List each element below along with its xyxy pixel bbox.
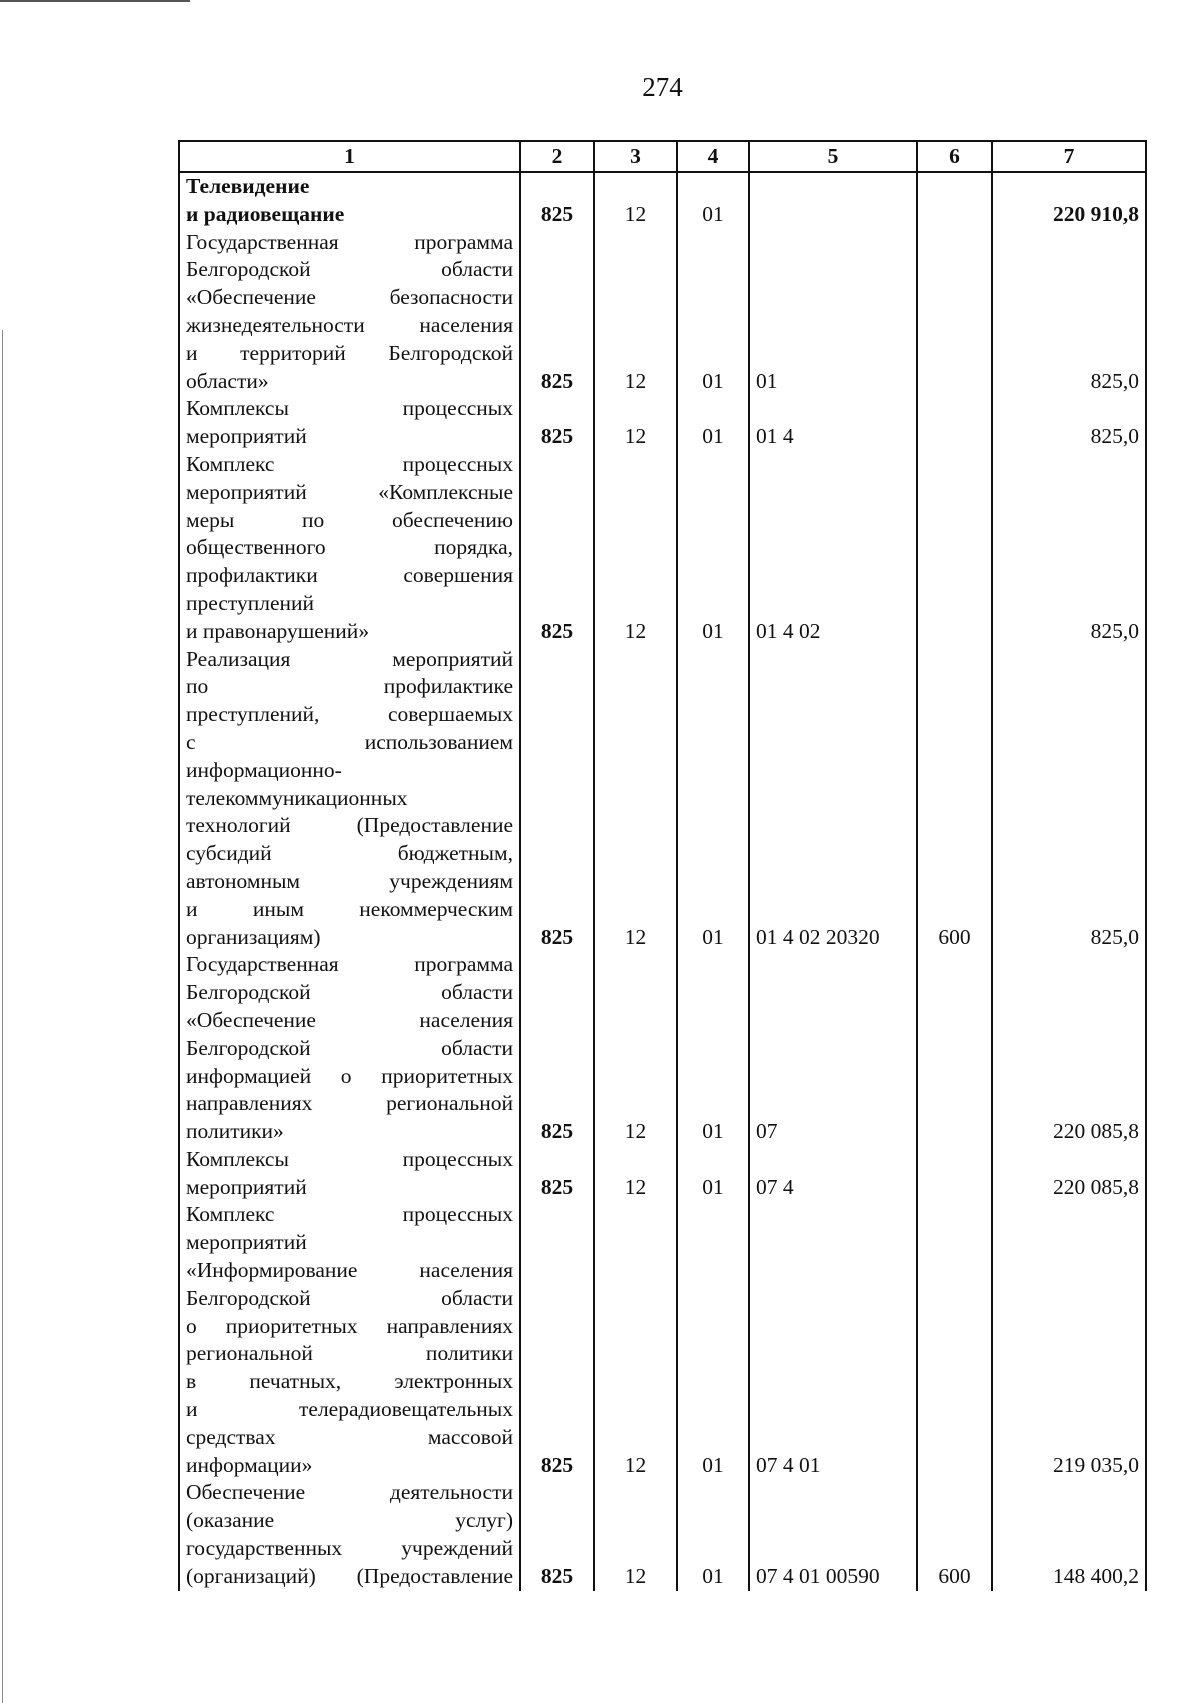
table-row [179,646,1146,952]
row-name [179,229,520,396]
row-amount: 220 085,8 [992,1146,1146,1202]
table-row [179,172,1146,229]
row-ministry-code: 825 [520,395,594,451]
col-header-code: 2 [520,141,594,172]
row-name-line: региональной политики [186,1341,513,1366]
row-section: 12 [594,646,677,952]
row-name-line: мероприятий [186,1230,307,1255]
row-target-article [749,172,917,229]
row-target-article: 01 4 02 [749,451,917,646]
row-name-line: Государственная программа [186,952,513,977]
row-amount: 825,0 [992,451,1146,646]
row-name-line: Государственная программа [186,229,513,254]
scan-edge-left [2,330,3,1703]
row-subsection: 01 [677,395,749,451]
row-name-line: «Обеспечение населения [186,1007,513,1032]
table-row [179,1146,1146,1202]
row-name-line: информации» [186,1452,313,1477]
row-name-line: Белгородской области [186,257,513,282]
row-section: 12 [594,172,677,229]
row-amount: 825,0 [992,395,1146,451]
row-name-line: телекоммуникационных [186,785,408,810]
row-name-line: области» [186,368,269,393]
col-header-section: 3 [594,141,677,172]
col-header-subsection: 4 [677,141,749,172]
row-target-article: 01 4 [749,395,917,451]
row-name-line: автономным учреждениям [186,868,513,893]
row-name [179,1146,520,1202]
row-name-line: в печатных, электронных [186,1369,513,1394]
row-name-line: преступлений, совершаемых [186,702,513,727]
row-ministry-code: 825 [520,172,594,229]
row-expense-type: 600 [917,1479,992,1590]
row-name-line: и телерадиовещательных [186,1397,513,1422]
row-name-line: субсидий бюджетным, [186,841,513,866]
table-row [179,1479,1146,1590]
row-name-line: государственных учреждений [186,1536,513,1561]
row-name-line: «Информирование населения [186,1258,513,1283]
row-name-line: Реализация мероприятий [186,646,513,671]
table-row [179,1201,1146,1479]
row-section: 12 [594,395,677,451]
row-target-article: 01 4 02 20320 [749,646,917,952]
row-name-line: с использованием [186,729,513,754]
table-row [179,229,1146,396]
row-name-line: технологий (Предоставление [186,813,513,838]
row-target-article: 07 4 01 [749,1201,917,1479]
row-amount: 825,0 [992,646,1146,952]
row-name-line: по профилактике [186,674,513,699]
row-ministry-code: 825 [520,1146,594,1202]
row-name-line: мероприятий «Комплексные [186,479,513,504]
row-subsection: 01 [677,1479,749,1590]
row-subsection: 01 [677,172,749,229]
row-amount: 220 085,8 [992,951,1146,1146]
row-name [179,646,520,952]
row-ministry-code: 825 [520,1201,594,1479]
header-row [179,141,1146,172]
row-name-line: Комплексы процессных [186,1146,513,1171]
row-target-article: 01 [749,229,917,396]
row-name-line: Белгородской области [186,1285,513,1310]
row-ministry-code: 825 [520,451,594,646]
row-amount: 825,0 [992,229,1146,396]
row-expense-type [917,1146,992,1202]
scan-edge-top [0,0,190,2]
row-ministry-code: 825 [520,229,594,396]
table-row [179,451,1146,646]
table-row [179,395,1146,451]
row-name-line: Телевидение [186,174,310,198]
row-subsection: 01 [677,229,749,396]
row-section: 12 [594,951,677,1146]
row-expense-type [917,229,992,396]
row-expense-type [917,451,992,646]
row-name [179,172,520,229]
row-name [179,451,520,646]
row-amount: 148 400,2 [992,1479,1146,1590]
row-target-article: 07 4 [749,1146,917,1202]
col-header-expense-type: 6 [917,141,992,172]
row-name-line: направлениях региональной [186,1091,513,1116]
row-section: 12 [594,229,677,396]
row-expense-type: 600 [917,646,992,952]
row-name-line: преступлений [186,590,315,615]
row-name-line: Обеспечение деятельности [186,1480,513,1505]
row-name-line: средствах массовой [186,1424,513,1449]
row-name-line: организациям) [186,924,321,949]
row-name-line: (организаций) (Предоставление [186,1563,513,1588]
row-subsection: 01 [677,951,749,1146]
row-name-line: политики» [186,1119,284,1144]
row-name [179,1479,520,1590]
row-expense-type [917,951,992,1146]
row-target-article: 07 4 01 00590 [749,1479,917,1590]
row-name-line: «Обеспечение безопасности [186,285,513,310]
row-name-line: мероприятий [186,1174,307,1199]
row-amount: 219 035,0 [992,1201,1146,1479]
row-name-line: общественного порядка, [186,535,513,560]
row-name-line: мероприятий [186,424,307,449]
row-ministry-code: 825 [520,1479,594,1590]
row-name-line: (оказание услуг) [186,1508,513,1533]
col-header-target: 5 [749,141,917,172]
row-section: 12 [594,1479,677,1590]
row-ministry-code: 825 [520,646,594,952]
row-target-article: 07 [749,951,917,1146]
table-row [179,951,1146,1146]
row-name-line: профилактики совершения [186,563,513,588]
row-subsection: 01 [677,646,749,952]
row-name-line: информацией о приоритетных [186,1063,513,1088]
row-name-line: жизнедеятельности населения [186,312,513,337]
row-name-line: и радиовещание [186,201,345,226]
row-section: 12 [594,451,677,646]
row-name-line: и правонарушений» [186,618,370,643]
row-name [179,395,520,451]
row-ministry-code: 825 [520,951,594,1146]
table-header [179,141,1146,172]
row-name-line: Комплексы процессных [186,396,513,421]
row-section: 12 [594,1201,677,1479]
row-name-line: о приоритетных направлениях [186,1313,513,1338]
table-body [179,172,1146,1591]
row-amount: 220 910,8 [992,172,1146,229]
row-name-line: и территорий Белгородской [186,340,513,365]
row-name-line: Белгородской области [186,980,513,1005]
row-name [179,951,520,1146]
row-name-line: меры по обеспечению [186,507,513,532]
col-header-amount: 7 [992,141,1146,172]
row-name-line: Белгородской области [186,1035,513,1060]
page-number: 274 [642,72,683,102]
row-expense-type [917,1201,992,1479]
col-header-name: 1 [179,141,520,172]
row-name [179,1201,520,1479]
row-name-line: Комплекс процессных [186,451,513,476]
row-expense-type [917,172,992,229]
budget-table [178,140,1147,1591]
row-subsection: 01 [677,1146,749,1202]
row-section: 12 [594,1146,677,1202]
row-expense-type [917,395,992,451]
row-subsection: 01 [677,1201,749,1479]
row-name-line: Комплекс процессных [186,1202,513,1227]
row-name-line: информационно- [186,757,342,782]
row-subsection: 01 [677,451,749,646]
row-name-line: и иным некоммерческим [186,896,513,921]
